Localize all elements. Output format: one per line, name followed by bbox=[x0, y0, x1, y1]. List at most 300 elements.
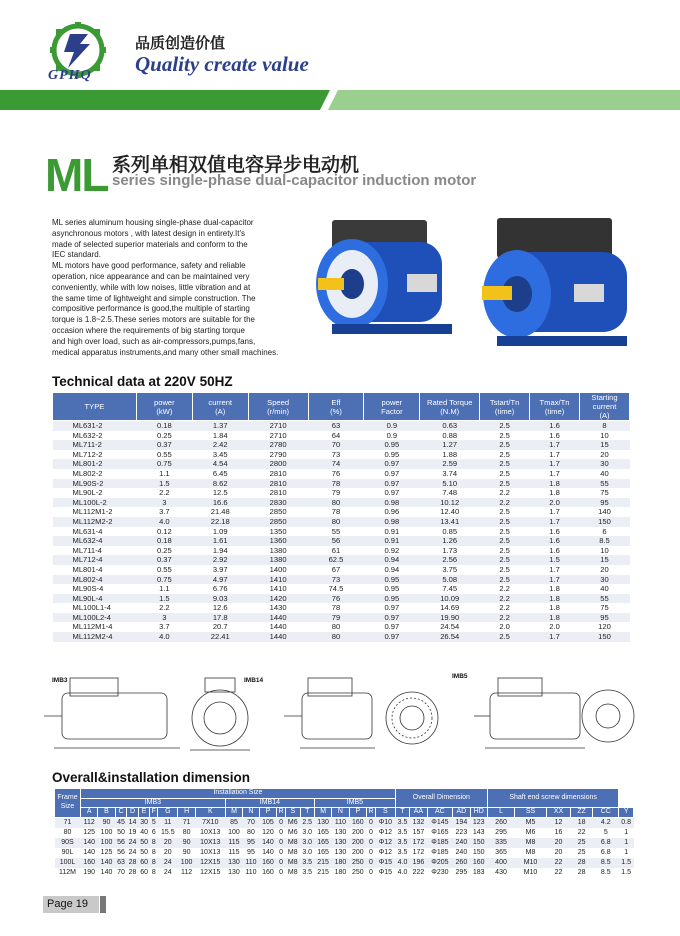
group-imb14: IMB14 bbox=[225, 798, 314, 808]
table-cell: 100L bbox=[55, 858, 81, 868]
table-row bbox=[55, 817, 634, 828]
table-cell: 3.5 bbox=[300, 858, 314, 868]
table-cell: 95 bbox=[243, 838, 260, 848]
table-cell: 172 bbox=[412, 848, 425, 856]
table-row bbox=[55, 848, 634, 858]
table-cell: 6 bbox=[151, 828, 156, 836]
table-cell: 150 bbox=[580, 517, 630, 527]
table-cell: 0.98 bbox=[364, 498, 420, 508]
table-cell: 30 bbox=[580, 575, 630, 585]
table-cell: ML802-2 bbox=[53, 469, 137, 479]
table-cell: 67 bbox=[308, 565, 364, 575]
page-marker bbox=[100, 896, 106, 913]
table-cell: 0.97 bbox=[364, 613, 420, 623]
table-cell: Φ10 bbox=[375, 817, 395, 828]
table-cell: 15.5 bbox=[161, 828, 175, 836]
table-row bbox=[53, 613, 630, 623]
table-cell: 1380 bbox=[248, 546, 308, 556]
table-cell: 2.59 bbox=[420, 459, 480, 469]
table-cell: 0 bbox=[369, 848, 373, 856]
table-cell: 110 bbox=[243, 858, 260, 868]
table-cell: 7.45 bbox=[420, 584, 480, 594]
table-cell: 1.5 bbox=[136, 594, 192, 604]
install-size-header: Installation Size bbox=[81, 789, 396, 799]
table-cell: 80 bbox=[308, 517, 364, 527]
table-cell: Φ185 bbox=[427, 838, 453, 848]
table-cell: 0.25 bbox=[136, 546, 192, 556]
table-cell: 2.5 bbox=[480, 546, 530, 556]
table-cell: 12.40 bbox=[420, 507, 480, 517]
table-cell: 6.8 bbox=[593, 838, 619, 848]
table-cell: 1.8 bbox=[530, 584, 580, 594]
table-cell: Φ145 bbox=[427, 817, 453, 828]
desc-line: ML series aluminum housing single-phase dual-capacitor bbox=[52, 218, 254, 227]
table-cell: 250 bbox=[351, 868, 364, 876]
dim-col-header: XX bbox=[546, 808, 570, 818]
tech-col-header-unit: (N.M) bbox=[440, 406, 460, 416]
table-cell: 0.97 bbox=[364, 488, 420, 498]
table-cell: 1430 bbox=[248, 603, 308, 613]
table-cell: 0 bbox=[279, 828, 284, 836]
table-cell: 2710 bbox=[248, 421, 308, 431]
table-cell: ML711-4 bbox=[53, 546, 137, 556]
table-cell: 165 bbox=[317, 848, 329, 856]
table-cell: 0 bbox=[369, 828, 373, 836]
table-cell: 2.5 bbox=[480, 440, 530, 450]
table-cell: 0.63 bbox=[420, 421, 480, 431]
table-cell: 55 bbox=[308, 527, 364, 537]
table-cell: 1 bbox=[624, 828, 629, 836]
table-cell: 55 bbox=[580, 594, 630, 604]
table-cell: 12X15 bbox=[195, 858, 225, 868]
table-cell: ML112M1-2 bbox=[53, 507, 137, 517]
table-cell: 1440 bbox=[248, 632, 308, 642]
dim-col-header: AC bbox=[427, 808, 453, 818]
table-cell: 85 bbox=[225, 817, 242, 828]
table-cell: 1.6 bbox=[530, 546, 580, 556]
table-cell: 115 bbox=[228, 848, 240, 856]
desc-line: asynchronous motors , with latest design in entirety.It's bbox=[52, 228, 246, 238]
table-row bbox=[53, 536, 630, 546]
table-cell: 5.10 bbox=[420, 479, 480, 489]
drawing-label-imb3: IMB3 bbox=[52, 677, 68, 684]
table-cell: 1.6 bbox=[530, 527, 580, 537]
desc-line: the same time of lightweight and simple construction. The bbox=[52, 293, 256, 303]
dim-column-row bbox=[55, 808, 634, 818]
table-cell: 74 bbox=[308, 459, 364, 469]
tech-col-header-line: Speed bbox=[267, 397, 290, 407]
table-cell: 40 bbox=[580, 469, 630, 479]
dimension-table bbox=[54, 788, 634, 878]
shaft-header: Shaft end screw dimensions bbox=[487, 789, 618, 808]
table-cell: 3.5 bbox=[397, 828, 408, 836]
table-cell: 6.45 bbox=[192, 469, 248, 479]
table-cell: ML112M1-4 bbox=[53, 622, 137, 632]
table-cell: Φ15 bbox=[375, 858, 395, 868]
table-cell: 30 bbox=[580, 459, 630, 469]
table-cell: 1.1 bbox=[136, 469, 192, 479]
table-cell: 2.5 bbox=[480, 632, 530, 642]
table-cell: 3.5 bbox=[395, 838, 409, 848]
table-cell: 18 bbox=[571, 817, 593, 828]
table-cell: 130 bbox=[225, 858, 242, 868]
table-cell: 100 bbox=[98, 838, 115, 848]
table-cell: 0.91 bbox=[364, 536, 420, 546]
tech-header-row bbox=[53, 393, 630, 421]
table-cell: 110 bbox=[245, 868, 257, 876]
tech-col-header-unit: (A) bbox=[599, 411, 610, 420]
table-cell: 1.6 bbox=[530, 421, 580, 431]
table-cell: ML712-2 bbox=[53, 450, 137, 460]
table-cell: 240 bbox=[453, 838, 470, 848]
table-cell: 140 bbox=[259, 838, 276, 848]
table-cell: 1.7 bbox=[530, 469, 580, 479]
table-cell: 4.0 bbox=[397, 868, 408, 876]
table-cell: 56 bbox=[308, 536, 364, 546]
tech-col-header bbox=[308, 393, 364, 421]
table-cell: 1.26 bbox=[420, 536, 480, 546]
table-cell: 80 bbox=[247, 828, 255, 836]
table-cell: 0.18 bbox=[136, 536, 192, 546]
table-cell: 0.8 bbox=[619, 817, 634, 828]
table-cell: 0.88 bbox=[420, 431, 480, 441]
table-cell: M8 bbox=[287, 848, 298, 856]
table-row bbox=[53, 469, 630, 479]
table-row bbox=[53, 440, 630, 450]
table-cell: 143 bbox=[472, 828, 485, 836]
table-cell: 2.5 bbox=[480, 479, 530, 489]
table-cell: 0 bbox=[279, 868, 284, 876]
table-cell: 0 bbox=[277, 838, 286, 848]
table-cell: 2.2 bbox=[480, 584, 530, 594]
table-cell: Φ15 bbox=[378, 868, 393, 876]
table-cell: M6 bbox=[525, 828, 536, 836]
table-cell: 10.09 bbox=[420, 594, 480, 604]
table-cell: 26.54 bbox=[420, 632, 480, 642]
tech-col-header bbox=[136, 393, 192, 421]
table-cell: Φ12 bbox=[378, 848, 393, 856]
dim-col-header: AA bbox=[410, 808, 427, 818]
table-cell: 1.8 bbox=[530, 603, 580, 613]
table-cell: 0.97 bbox=[364, 479, 420, 489]
table-cell: 22.41 bbox=[192, 632, 248, 642]
table-cell: ML631-2 bbox=[53, 421, 137, 431]
table-cell: 2.5 bbox=[300, 817, 314, 828]
table-cell: 2.5 bbox=[480, 517, 530, 527]
table-cell: ML801-2 bbox=[53, 459, 137, 469]
table-cell: 0.94 bbox=[364, 555, 420, 565]
table-cell: 90L bbox=[61, 848, 74, 856]
table-cell: 3.74 bbox=[420, 469, 480, 479]
table-cell: 90S bbox=[55, 838, 81, 848]
table-cell: 24 bbox=[158, 858, 178, 868]
table-row bbox=[53, 488, 630, 498]
table-cell: 0 bbox=[366, 817, 375, 828]
table-cell: 0.97 bbox=[364, 459, 420, 469]
table-cell: Φ165 bbox=[431, 828, 449, 836]
table-cell: 0.91 bbox=[364, 527, 420, 537]
table-cell: ML100L2-4 bbox=[53, 613, 137, 623]
table-cell: 73 bbox=[308, 575, 364, 585]
table-cell: 2.5 bbox=[480, 565, 530, 575]
tech-col-header-line: TYPE bbox=[84, 402, 105, 411]
table-cell: 21.48 bbox=[192, 507, 248, 517]
slogan-cn: 品质创造价值 bbox=[135, 35, 226, 52]
table-cell: 160 bbox=[470, 858, 487, 868]
table-cell: 55 bbox=[580, 479, 630, 489]
table-cell: 16 bbox=[554, 828, 563, 836]
table-cell: 0.25 bbox=[136, 431, 192, 441]
table-cell: 24.54 bbox=[420, 622, 480, 632]
table-cell: 140 bbox=[83, 848, 96, 856]
dim-col-header: C bbox=[115, 808, 127, 818]
table-cell: 110 bbox=[332, 817, 349, 828]
table-cell: 180 bbox=[332, 858, 349, 868]
tech-col-header-unit: (time) bbox=[544, 406, 565, 416]
drawing-label-imb14: IMB14 bbox=[244, 677, 264, 684]
table-cell: 1380 bbox=[248, 555, 308, 565]
table-cell: 9.03 bbox=[192, 594, 248, 604]
table-cell: 1.7 bbox=[530, 440, 580, 450]
table-cell: Φ12 bbox=[378, 828, 393, 836]
dim-col-header: P bbox=[349, 808, 366, 818]
table-row bbox=[55, 858, 634, 868]
table-cell: 79 bbox=[308, 488, 364, 498]
table-cell: 75 bbox=[580, 603, 630, 613]
table-cell: 90 bbox=[98, 817, 115, 828]
table-cell: 5 bbox=[151, 818, 156, 826]
table-row bbox=[53, 450, 630, 460]
tech-col-header bbox=[248, 393, 308, 421]
table-cell: 4.2 bbox=[593, 817, 619, 828]
table-cell: 1.5 bbox=[621, 868, 632, 876]
table-cell: 70 bbox=[308, 440, 364, 450]
table-cell: 10X13 bbox=[200, 848, 221, 856]
header-band bbox=[0, 90, 680, 110]
tech-col-header-unit: (A) bbox=[215, 406, 226, 416]
table-cell: 78 bbox=[308, 507, 364, 517]
table-cell: 165 bbox=[317, 828, 329, 836]
table-cell: 75 bbox=[580, 488, 630, 498]
tech-col-header-line: Tmax/Tn bbox=[539, 397, 570, 407]
tech-col-header-unit: (%) bbox=[330, 406, 342, 416]
dim-col-header: M bbox=[314, 808, 331, 818]
tech-col-header bbox=[53, 393, 137, 421]
table-cell: 2.92 bbox=[192, 555, 248, 565]
tech-col-header-unit: (r/min) bbox=[267, 406, 290, 416]
table-cell: 120 bbox=[262, 828, 274, 836]
table-row bbox=[53, 546, 630, 556]
table-cell: 8 bbox=[151, 868, 156, 876]
table-cell: 20 bbox=[546, 838, 570, 848]
dim-col-header: T bbox=[395, 808, 409, 818]
table-cell: 3.7 bbox=[136, 507, 192, 517]
table-cell: 1410 bbox=[248, 584, 308, 594]
table-cell: 215 bbox=[317, 868, 329, 876]
dim-col-header: N bbox=[332, 808, 349, 818]
table-cell: 5 bbox=[603, 828, 608, 836]
table-cell: 194 bbox=[453, 817, 470, 828]
table-cell: 0.98 bbox=[364, 517, 420, 527]
table-cell: 1.73 bbox=[420, 546, 480, 556]
table-cell: 1440 bbox=[248, 622, 308, 632]
table-cell: 28 bbox=[571, 858, 593, 868]
overall-dim-header: Overall Dimension bbox=[395, 789, 487, 808]
table-cell: 2780 bbox=[248, 440, 308, 450]
table-cell: 0.92 bbox=[364, 546, 420, 556]
table-cell: 140 bbox=[98, 858, 115, 868]
table-cell: 12 bbox=[546, 817, 570, 828]
table-cell: 20 bbox=[580, 565, 630, 575]
table-cell: 3 bbox=[136, 498, 192, 508]
table-cell: 6 bbox=[580, 527, 630, 537]
table-cell: 2.2 bbox=[136, 603, 192, 613]
table-cell: 50 bbox=[140, 838, 148, 846]
table-cell: 14.69 bbox=[420, 603, 480, 613]
table-cell: 2.5 bbox=[480, 459, 530, 469]
table-cell: 0.97 bbox=[364, 622, 420, 632]
table-cell: 12X15 bbox=[200, 868, 221, 876]
table-cell: 45 bbox=[117, 818, 125, 826]
table-cell: 0 bbox=[366, 858, 375, 868]
table-row bbox=[53, 431, 630, 441]
dim-col-header: H bbox=[178, 808, 195, 818]
table-cell: 50 bbox=[140, 848, 148, 856]
table-cell: 2.5 bbox=[480, 575, 530, 585]
table-cell: 1 bbox=[619, 838, 634, 848]
table-cell: 200 bbox=[349, 838, 366, 848]
table-cell: 10X13 bbox=[195, 838, 225, 848]
table-cell: 123 bbox=[470, 817, 487, 828]
desc-line: medical apparatus instruments,and many other small machines. bbox=[52, 347, 279, 357]
table-cell: 1.7 bbox=[530, 459, 580, 469]
table-cell: 1.7 bbox=[530, 575, 580, 585]
dim-col-header: AD bbox=[453, 808, 470, 818]
table-cell: 1.8 bbox=[530, 594, 580, 604]
dim-col-header: SS bbox=[515, 808, 547, 818]
table-cell: M8 bbox=[525, 848, 536, 856]
table-cell: 1.8 bbox=[530, 613, 580, 623]
tech-col-header-line: Rated Torque bbox=[426, 397, 473, 407]
table-cell: 2800 bbox=[248, 459, 308, 469]
table-cell: 78 bbox=[308, 479, 364, 489]
tech-col-header-unit: (kW) bbox=[156, 406, 173, 416]
table-row bbox=[55, 868, 634, 878]
table-cell: 80 bbox=[63, 828, 72, 836]
table-cell: 260 bbox=[453, 858, 470, 868]
table-cell: 130 bbox=[334, 828, 347, 836]
table-cell: 10X13 bbox=[200, 828, 221, 836]
table-cell: 3.7 bbox=[136, 622, 192, 632]
table-cell: 15 bbox=[580, 440, 630, 450]
table-cell: 2810 bbox=[248, 488, 308, 498]
table-cell: 15 bbox=[580, 555, 630, 565]
table-cell: 30 bbox=[140, 818, 148, 826]
table-row bbox=[53, 555, 630, 565]
table-cell: 24 bbox=[128, 848, 137, 856]
table-cell: 70 bbox=[117, 868, 125, 876]
table-cell: 20 bbox=[554, 848, 563, 856]
tech-col-header bbox=[420, 393, 480, 421]
table-cell: 60 bbox=[140, 868, 148, 876]
table-cell: 1.88 bbox=[420, 450, 480, 460]
table-cell: 40 bbox=[140, 828, 148, 836]
table-cell: 4.0 bbox=[136, 632, 192, 642]
table-cell: 79 bbox=[308, 613, 364, 623]
table-cell: 100 bbox=[178, 858, 195, 868]
table-cell: 125 bbox=[100, 848, 113, 856]
table-cell: 0 bbox=[279, 848, 284, 856]
table-cell: ML631-4 bbox=[53, 527, 137, 537]
table-cell: 2.56 bbox=[420, 555, 480, 565]
table-cell: M6 bbox=[287, 828, 298, 836]
table-cell: 22 bbox=[577, 828, 586, 836]
table-cell: 3.0 bbox=[300, 838, 314, 848]
table-cell: 11 bbox=[158, 817, 178, 828]
table-cell: ML112M2-4 bbox=[53, 632, 137, 642]
table-cell: 2.5 bbox=[480, 527, 530, 537]
table-cell: 56 bbox=[117, 848, 125, 856]
tech-col-header bbox=[192, 393, 248, 421]
table-cell: 130 bbox=[334, 848, 347, 856]
table-cell: 1 bbox=[624, 848, 629, 856]
table-cell: 250 bbox=[349, 858, 366, 868]
table-cell: 1410 bbox=[248, 575, 308, 585]
dim-col-header: P bbox=[259, 808, 276, 818]
table-cell: 132 bbox=[410, 817, 427, 828]
table-cell: 430 bbox=[495, 868, 507, 876]
table-cell: 160 bbox=[259, 858, 276, 868]
table-cell: 3.75 bbox=[420, 565, 480, 575]
table-cell: 1.5 bbox=[136, 479, 192, 489]
table-cell: 17.8 bbox=[192, 613, 248, 623]
table-cell: 28 bbox=[128, 868, 137, 876]
dim-col-header: M bbox=[225, 808, 242, 818]
table-cell: 7.48 bbox=[420, 488, 480, 498]
table-cell: M8 bbox=[515, 838, 547, 848]
table-cell: ML801-4 bbox=[53, 565, 137, 575]
table-row bbox=[53, 421, 630, 431]
table-cell: 165 bbox=[314, 838, 331, 848]
dim-col-header: K bbox=[195, 808, 225, 818]
table-cell: 160 bbox=[262, 868, 274, 876]
table-cell: 1440 bbox=[248, 613, 308, 623]
table-cell: 12.6 bbox=[192, 603, 248, 613]
table-cell: 28 bbox=[577, 868, 586, 876]
table-cell: 4.54 bbox=[192, 459, 248, 469]
tech-col-header-line: Tstart/Tn bbox=[489, 397, 520, 407]
tech-col-header bbox=[580, 393, 630, 421]
table-cell: 2.2 bbox=[136, 488, 192, 498]
table-row bbox=[53, 584, 630, 594]
desc-line: occasion where the requirements of big starting torque bbox=[52, 325, 245, 335]
table-cell: 6.8 bbox=[600, 848, 611, 856]
table-cell: 0.37 bbox=[136, 555, 192, 565]
table-cell: 3.5 bbox=[397, 848, 408, 856]
page-header bbox=[0, 0, 680, 112]
table-cell: 20 bbox=[580, 450, 630, 460]
table-cell: 1.7 bbox=[530, 565, 580, 575]
title-cn: 系列单相双值电容异步电动机 bbox=[112, 155, 360, 176]
table-cell: M5 bbox=[515, 817, 547, 828]
table-row bbox=[53, 498, 630, 508]
table-cell: Φ205 bbox=[427, 858, 453, 868]
table-cell: 180 bbox=[334, 868, 347, 876]
dim-col-header: S bbox=[375, 808, 395, 818]
table-cell: 2.2 bbox=[480, 594, 530, 604]
table-cell: 10 bbox=[580, 546, 630, 556]
table-row bbox=[53, 517, 630, 527]
